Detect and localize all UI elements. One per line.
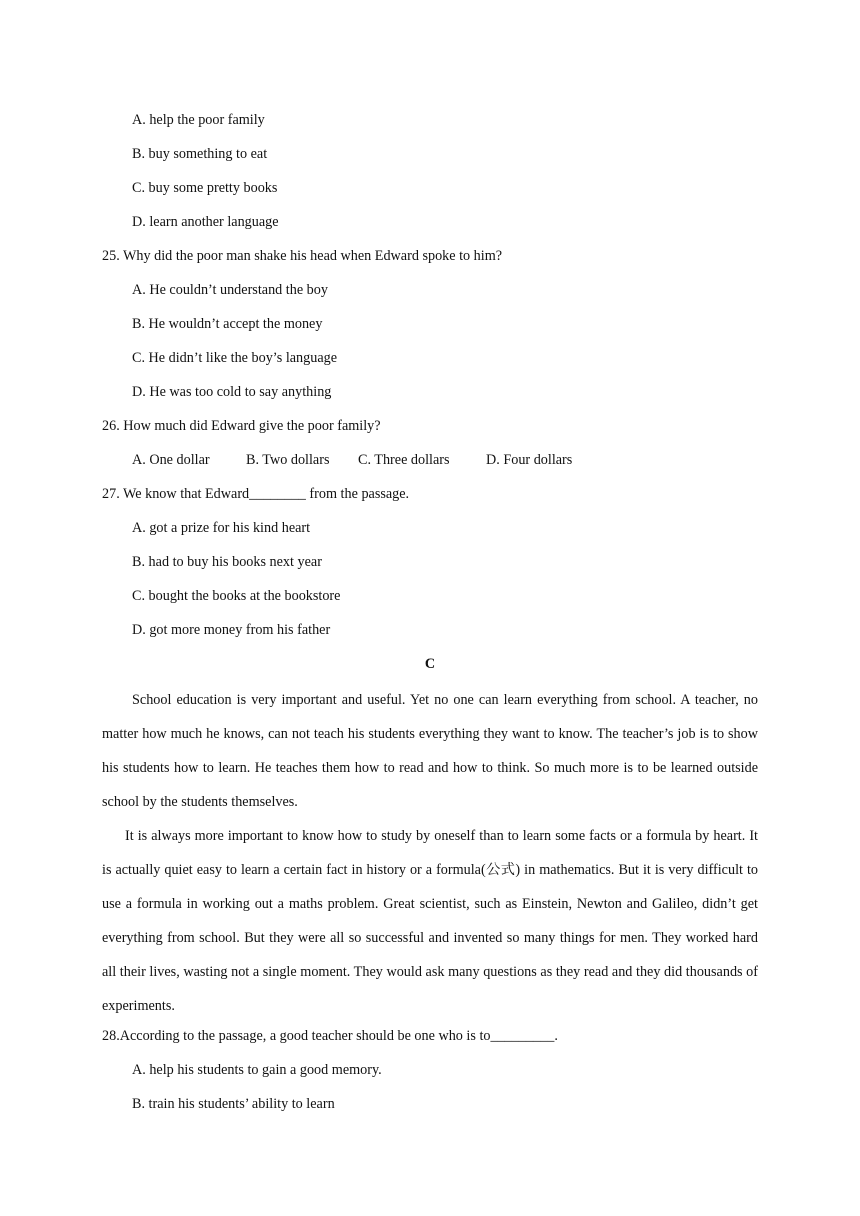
q25-question: 25. Why did the poor man shake his head when Edward spoke to him? — [102, 248, 503, 264]
section-c-paragraph-2: It is always more important to know how to study by oneself than to learn some facts or a formula by heart. It is actually quiet easy to learn a certain fact in history or a formula(公式) in mathematics. But it is very difficult to use a formula in working out a maths problem. Great scientist, such as Einstein, Newton and Galileo, didn’t get everything from school. But they were all so successful and invented so many things for men. They worked hard all their lives, wasting not a single moment. They would ask many questions as they read and they did thousands of experiments. — [102, 828, 758, 1014]
q28-option-b: B. train his students’ ability to learn — [132, 1096, 335, 1112]
q25-option-d: D. He was too cold to say anything — [132, 384, 332, 400]
q26-option-a: A. One dollar — [132, 452, 210, 468]
q27-option-a: A. got a prize for his kind heart — [132, 520, 311, 536]
q27-option-d: D. got more money from his father — [132, 622, 331, 638]
q26-option-d: D. Four dollars — [486, 452, 573, 468]
q28-question: 28.According to the passage, a good teacher should be one who is to_________. — [102, 1028, 558, 1044]
q24-option-d: D. learn another language — [132, 214, 279, 230]
q27-question: 27. We know that Edward________ from the passage. — [102, 486, 410, 502]
section-c-heading: C — [424, 656, 436, 672]
q24-option-c: C. buy some pretty books — [132, 180, 278, 196]
q28-option-a: A. help his students to gain a good memory. — [132, 1062, 382, 1078]
q25-option-b: B. He wouldn’t accept the money — [132, 316, 323, 332]
q24-option-b: B. buy something to eat — [132, 146, 268, 162]
q25-option-a: A. He couldn’t understand the boy — [132, 282, 328, 298]
q24-option-a: A. help the poor family — [132, 112, 265, 128]
q26-option-b: B. Two dollars — [246, 452, 330, 468]
q27-option-b: B. had to buy his books next year — [132, 554, 322, 570]
q26-question: 26. How much did Edward give the poor family? — [102, 418, 381, 434]
q26-option-c: C. Three dollars — [358, 452, 450, 468]
q27-option-c: C. bought the books at the bookstore — [132, 588, 341, 604]
q26-options-row — [0, 450, 860, 470]
q25-option-c: C. He didn’t like the boy’s language — [132, 350, 338, 366]
section-c-paragraph-1: School education is very important and useful. Yet no one can learn everything from school. A teacher, no matter how much he knows, can not teach his students everything they want to know. The teacher’s job is to show his students how to learn. He teaches them how to read and how to think. So much more is to be learned outside school by the students themselves. — [102, 692, 758, 810]
